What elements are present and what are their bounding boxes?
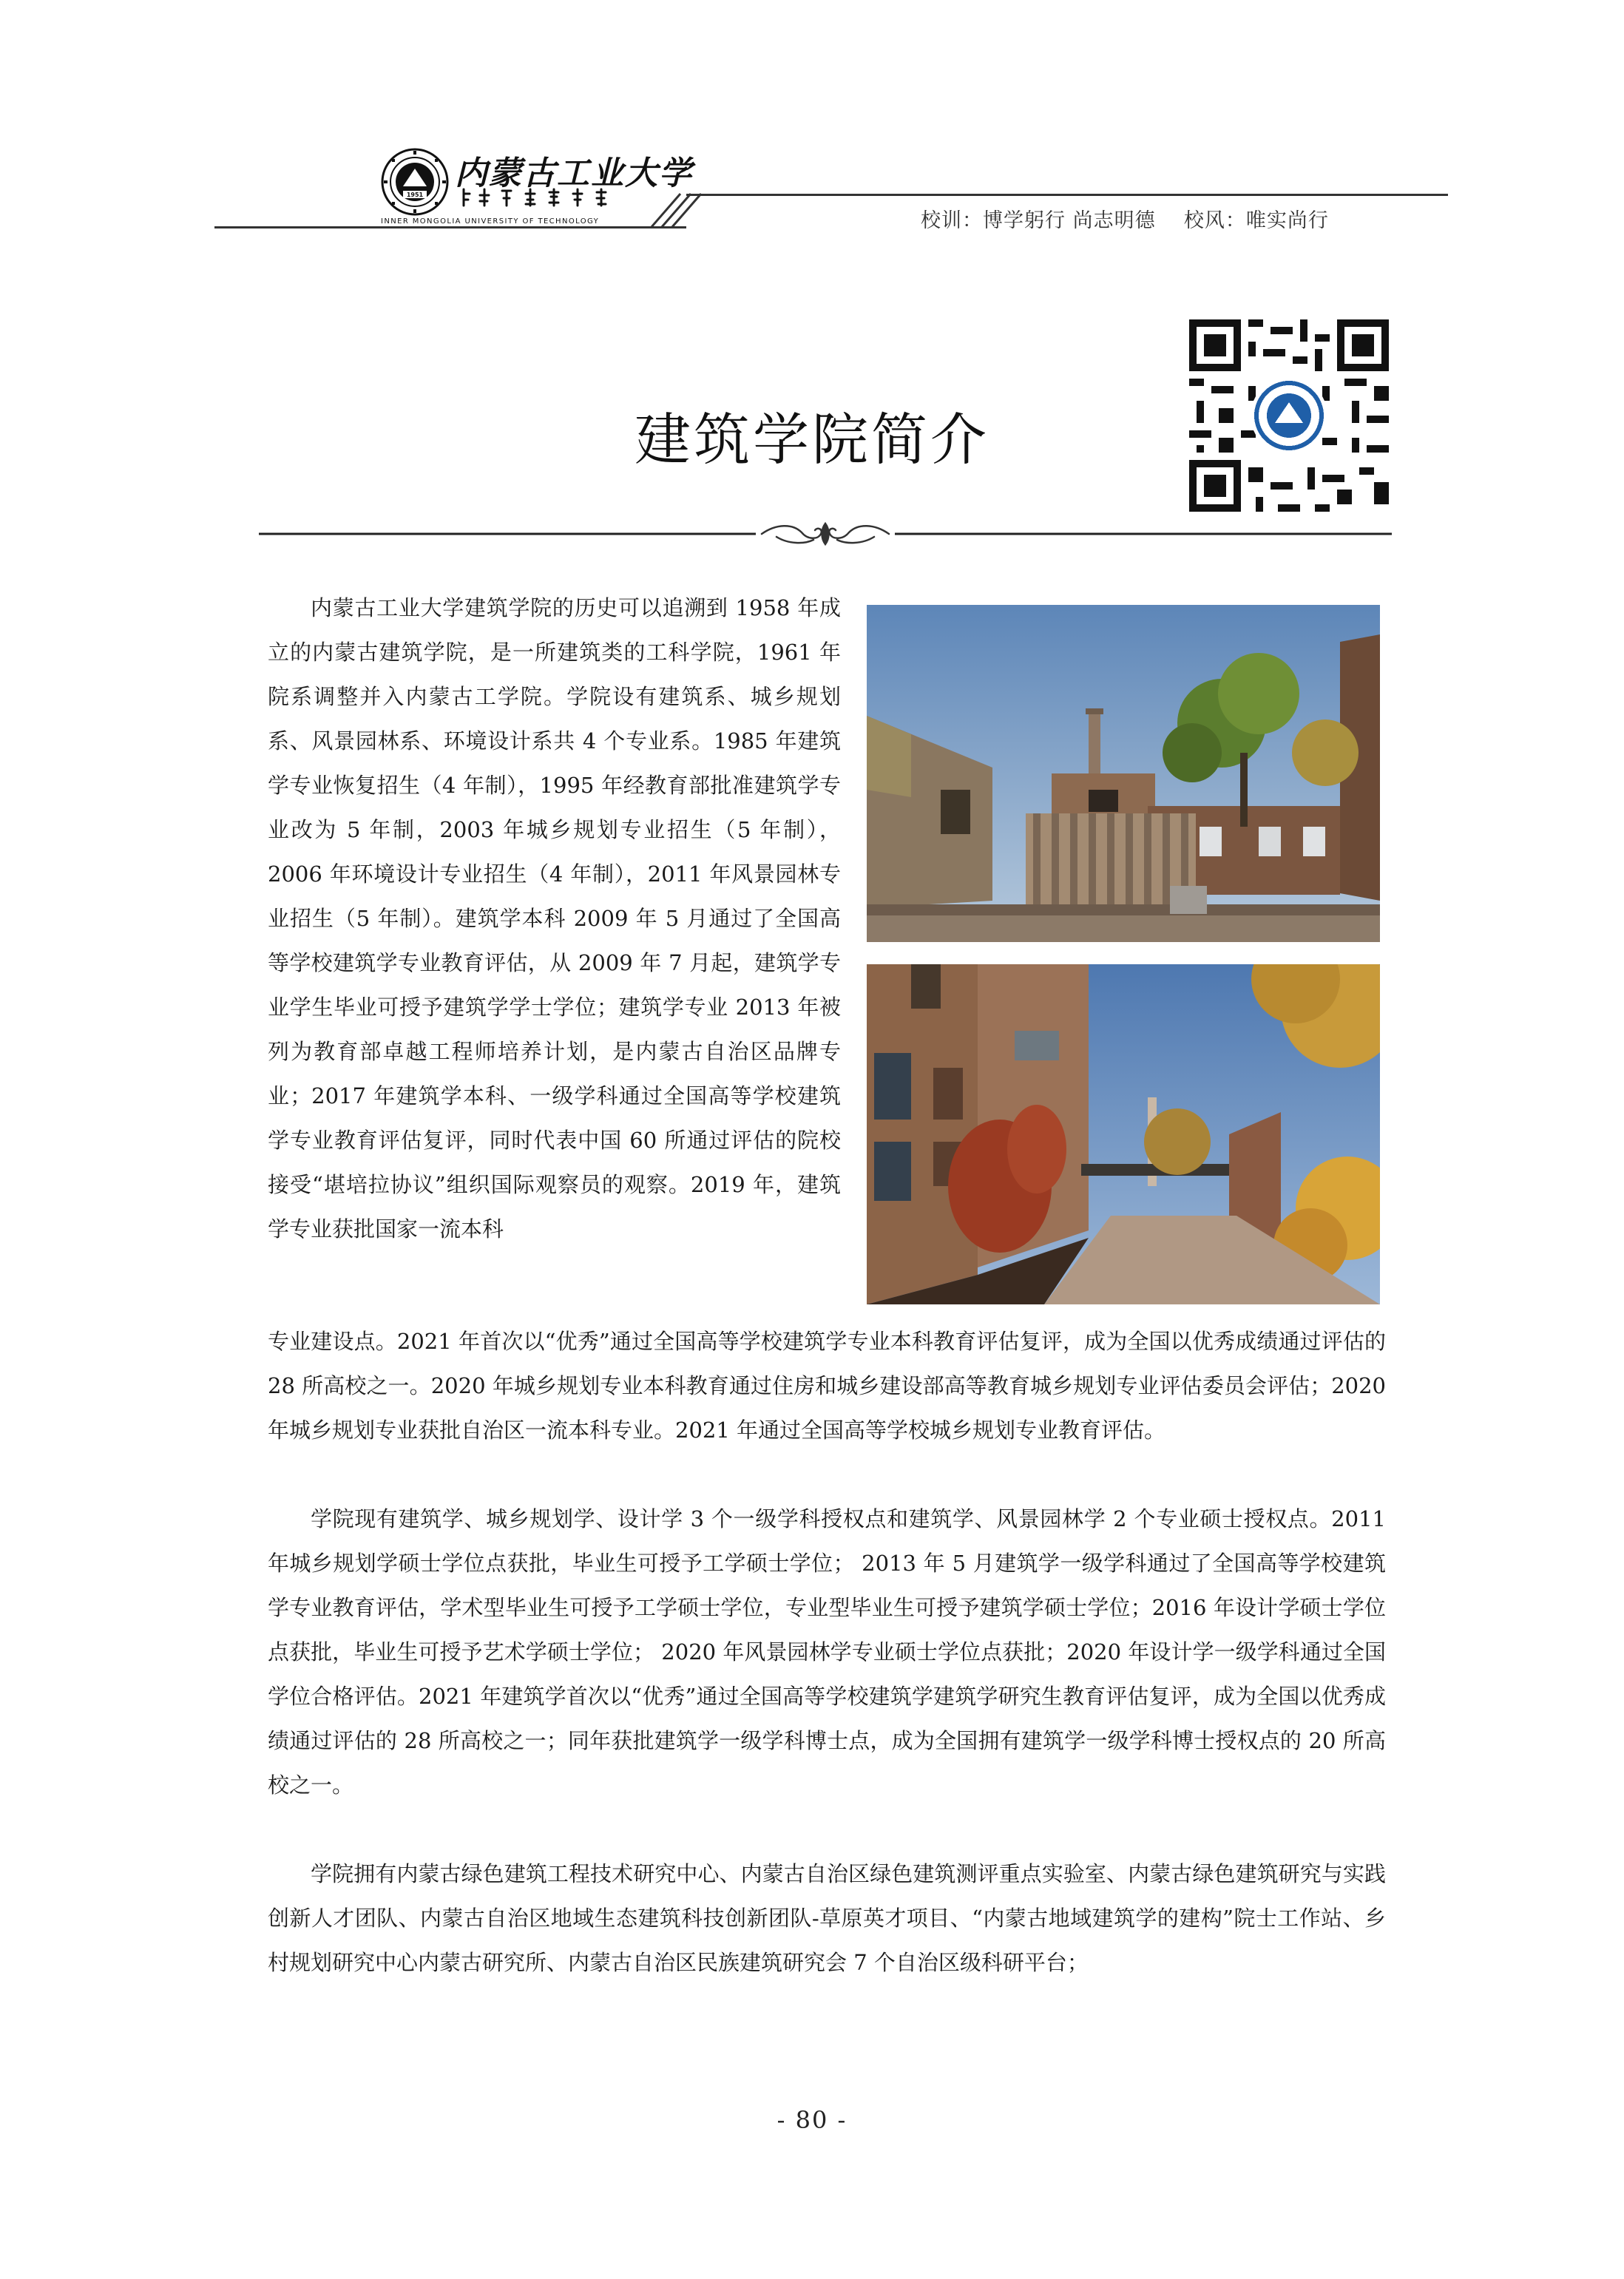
- header-stripe-decoration: [651, 191, 710, 229]
- page-title: 建筑学院简介: [635, 407, 989, 473]
- page-number: - 80 -: [777, 2106, 847, 2134]
- university-seal-icon: [381, 148, 449, 216]
- logo-english-name: INNER MONGOLIA UNIVERSITY OF TECHNOLOGY: [381, 217, 600, 226]
- qr-code-icon[interactable]: [1189, 319, 1389, 512]
- university-logo: [381, 145, 693, 226]
- mongolian-script-decoration: [458, 186, 620, 209]
- logo-chinese-name: 内蒙古工业大学: [455, 155, 693, 192]
- intro-paragraph-1: 内蒙古工业大学建筑学院的历史可以追溯到 1958 年成立的内蒙古建筑学院，是一所建筑类的工科学院，1961 年院系调整并入内蒙古工学院。学院设有建筑系、城乡规划系、风景园林系、环境设计系共 4 个专业系。1985 年建筑学专业恢复招生（4 年制），1995 年经教育部批准建筑学专业改为 5 年制，2003 年城乡规划专业招生（5 年制），2006 年环境设计专业招生（4 年制），2011 年风景园林专业招生（5 年制）。建筑学本科 2009 年 5 月通过了全国高等学校建筑学专业教育评估，从 2009 年 7 月起，建筑学专业学生毕业可授予建筑学学士学位；建筑学专业 2013 年被列为教育部卓越工程师培养计划，是内蒙古自治区品牌专业；2017 年建筑学本科、一级学科通过全国高等学校建筑学专业教育评估复评，同时代表中国 60 所通过评估的院校接受“堪培拉协议”组织国际观察员的观察。2019 年，建筑学专业获批国家一流本科: [268, 595, 841, 1242]
- ornament-divider-icon: [259, 518, 1392, 550]
- campus-photo-building: [867, 605, 1380, 942]
- seal-year: 1951: [406, 192, 424, 198]
- intro-paragraph-1-continued: 专业建设点。2021 年首次以“优秀”通过全国高等学校建筑学专业本科教育评估复评，成为全国以优秀成绩通过评估的 28 所高校之一。2020 年城乡规划专业本科教育通过住房和城乡建设部高等教育城乡规划专业评估委员会评估；2020 年城乡规划专业获批自治区一流本科专业。2021 年通过全国高等学校城乡规划专业教育评估。: [268, 1329, 1386, 1443]
- header-rule-right: [686, 194, 1448, 196]
- header-rule-left: [214, 226, 686, 228]
- school-motto: 校训：博学躬行 尚志明德 校风：唯实尚行: [921, 209, 1329, 232]
- research-platforms-paragraph: 学院拥有内蒙古绿色建筑工程技术研究中心、内蒙古自治区绿色建筑测评重点实验室、内蒙古绿色建筑研究与实践创新人才团队、内蒙古自治区地域生态建筑科技创新团队-草原英才项目、“内蒙古地域建筑学的建构”院士工作站、乡村规划研究中心内蒙古研究所、内蒙古自治区民族建筑研究会 7 个自治区级科研平台；: [268, 1861, 1386, 1975]
- degree-programs-paragraph: 学院现有建筑学、城乡规划学、设计学 3 个一级学科授权点和建筑学、风景园林学 2 个专业硕士授权点。2011 年城乡规划学硕士学位点获批，毕业生可授予工学硕士学位； 2013 年 5 月建筑学一级学科通过了全国高等学校建筑学专业教育评估，学术型毕业生可授予工学硕士学位，专业型毕业生可授予建筑学硕士学位；2016 年设计学硕士学位点获批，毕业生可授予艺术学硕士学位； 2020 年风景园林学专业硕士学位点获批；2020 年设计学一级学科通过全国学位合格评估。2021 年建筑学首次以“优秀”通过全国高等学校建筑学建筑学研究生教育评估复评，成为全国以优秀成绩通过评估的 28 所高校之一；同年获批建筑学一级学科博士点，成为全国拥有建筑学一级学科博士授权点的 20 所高校之一。: [268, 1506, 1386, 1798]
- campus-photo-courtyard: [867, 964, 1380, 1304]
